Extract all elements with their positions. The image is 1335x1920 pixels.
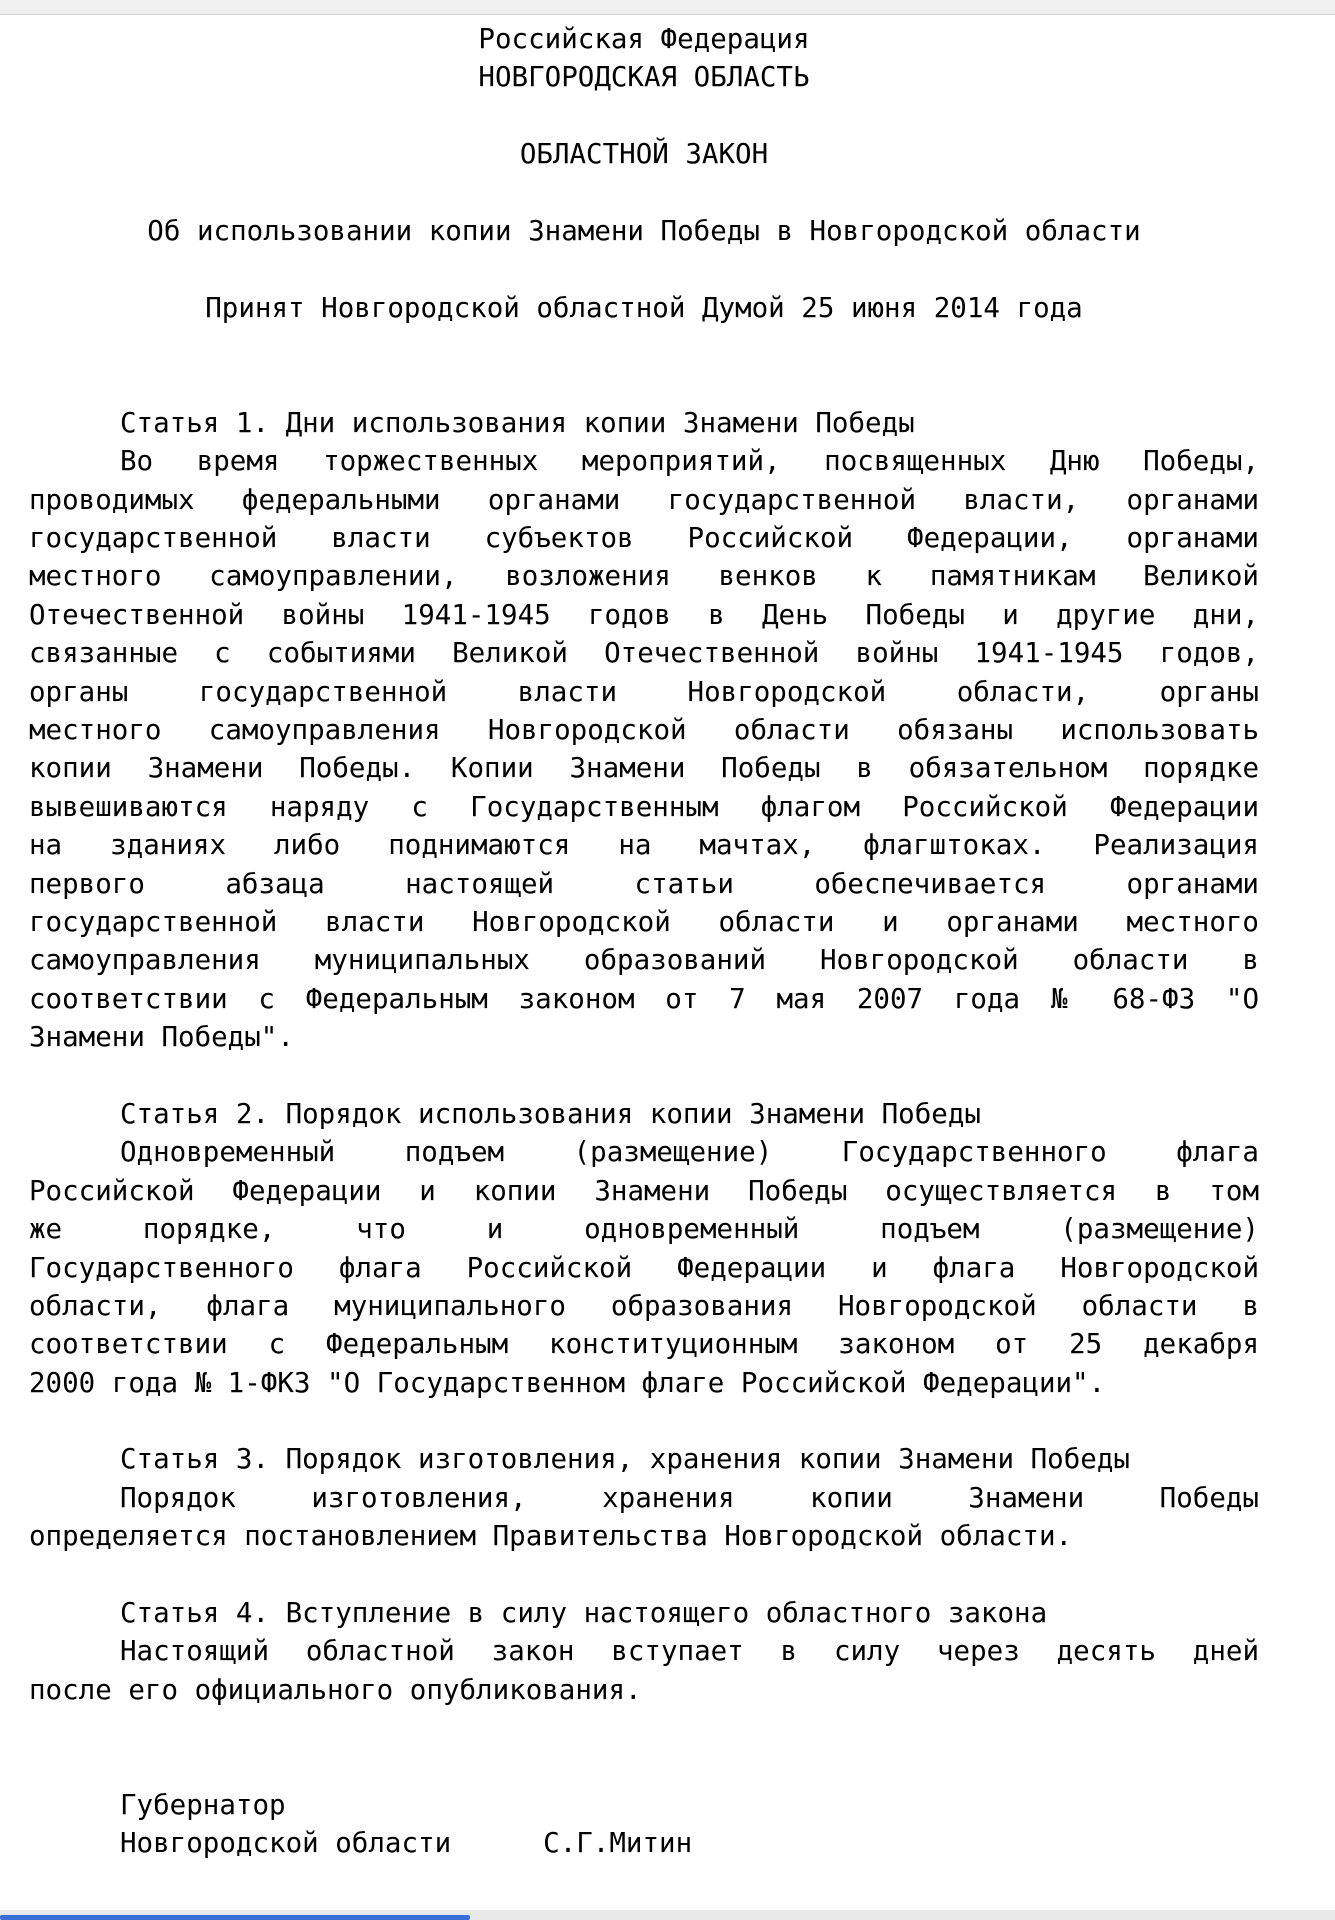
doc-type: ОБЛАСТНОЙ ЗАКОН bbox=[519, 138, 769, 171]
article-3-line: определяется постановлением Правительства Новгородской области. bbox=[29, 1520, 1073, 1553]
signature-block bbox=[29, 1824, 1259, 1862]
article-1-line: самоуправления муниципальных образований Новгородской области в bbox=[29, 944, 1259, 977]
article-4-line: после его официального опубликования. bbox=[29, 1673, 642, 1706]
article-1-line: Отечественной войны 1941-1945 годов в День Победы и другие дни, bbox=[29, 598, 1259, 631]
article-4-heading: Статья 4. Вступление в силу настоящего областного закона bbox=[120, 1597, 1048, 1630]
article-2-line: соответствии с Федеральным конституционным законом от 25 декабря bbox=[29, 1328, 1259, 1361]
article-1-line: связанные с событиями Великой Отечественной войны 1941-1945 годов, bbox=[29, 637, 1259, 670]
blank-line bbox=[29, 1402, 1259, 1440]
article-4-line: Настоящий областной закон вступает в силу через десять дней bbox=[120, 1635, 1259, 1668]
article-1-heading: Статья 1. Дни использования копии Знамени Победы bbox=[120, 406, 915, 439]
scrollbar-thumb[interactable] bbox=[0, 1915, 470, 1920]
article-2-line: 2000 года № 1-ФКЗ "О Государственном флаге Российской Федерации". bbox=[29, 1366, 1106, 1399]
article-1-line: государственной власти Новгородской области и органами местного bbox=[29, 905, 1259, 938]
window-top-strip bbox=[0, 0, 1335, 15]
article-1-line: проводимых федеральными органами государственной власти, органами bbox=[29, 483, 1259, 516]
blank-line bbox=[29, 1709, 1259, 1747]
blank-line bbox=[29, 1057, 1259, 1095]
adoption-line: Принят Новгородской областной Думой 25 июня 2014 года bbox=[205, 291, 1083, 324]
article-2-line: области, флага муниципального образования Новгородской области в bbox=[29, 1289, 1259, 1322]
article-1-line: на зданиях либо поднимаются на мачтах, флагштоках. Реализация bbox=[29, 829, 1259, 862]
article-1-line: соответствии с Федеральным законом от 7 мая 2007 года № 68-ФЗ "О bbox=[29, 982, 1259, 1015]
article-1-line: местного самоуправлении, возложения венков к памятникам Великой bbox=[29, 560, 1259, 593]
article-1-line: Знамени Победы". bbox=[29, 1021, 294, 1054]
article-1-line: местного самоуправления Новгородской области обязаны использовать bbox=[29, 714, 1259, 747]
blank-line bbox=[29, 250, 1259, 288]
article-3-line: Порядок изготовления, хранения копии Знамени Победы bbox=[120, 1481, 1259, 1514]
signature-name: С.Г.Митин bbox=[543, 1827, 693, 1860]
article-1-line: копии Знамени Победы. Копии Знамени Победы в обязательном порядке bbox=[29, 752, 1259, 785]
blank-line bbox=[29, 327, 1259, 365]
article-2-line: же порядке, что и одновременный подъем (размещение) bbox=[29, 1213, 1259, 1246]
article-1-line: вывешиваются наряду с Государственным флагом Российской Федерации bbox=[29, 790, 1259, 823]
region-line: НОВГОРОДСКАЯ ОБЛАСТЬ bbox=[478, 61, 810, 94]
article-2-line: Государственного флага Российской Федерации и флага Новгородской bbox=[29, 1251, 1259, 1284]
blank-line bbox=[29, 174, 1259, 212]
signature-position-line-2: Новгородской области bbox=[120, 1827, 452, 1860]
blank-line bbox=[29, 1556, 1259, 1594]
signature-position-line-1: Губернатор bbox=[120, 1788, 286, 1821]
article-2-line: Одновременный подъем (размещение) Государственного флага bbox=[120, 1136, 1259, 1169]
article-1-line: Во время торжественных мероприятий, посвященных Дню Победы, bbox=[120, 445, 1259, 478]
article-1-line: государственной власти субъектов Российской Федерации, органами bbox=[29, 522, 1259, 555]
blank-line bbox=[29, 1748, 1259, 1786]
article-2-heading: Статья 2. Порядок использования копии Знамени Победы bbox=[120, 1097, 981, 1130]
horizontal-scrollbar[interactable] bbox=[0, 1910, 1335, 1920]
doc-title: Об использовании копии Знамени Победы в Новгородской области bbox=[147, 214, 1141, 247]
blank-line bbox=[29, 366, 1259, 404]
article-1-line: первого абзаца настоящей статьи обеспечивается органами bbox=[29, 867, 1259, 900]
law-document bbox=[29, 20, 1259, 1863]
country-line: Российская Федерация bbox=[478, 23, 810, 55]
article-3-heading: Статья 3. Порядок изготовления, хранения копии Знамени Победы bbox=[120, 1443, 1130, 1476]
article-1-line: органы государственной власти Новгородской области, органы bbox=[29, 675, 1259, 708]
blank-line bbox=[29, 97, 1259, 135]
article-2-line: Российской Федерации и копии Знамени Победы осуществляется в том bbox=[29, 1174, 1259, 1207]
